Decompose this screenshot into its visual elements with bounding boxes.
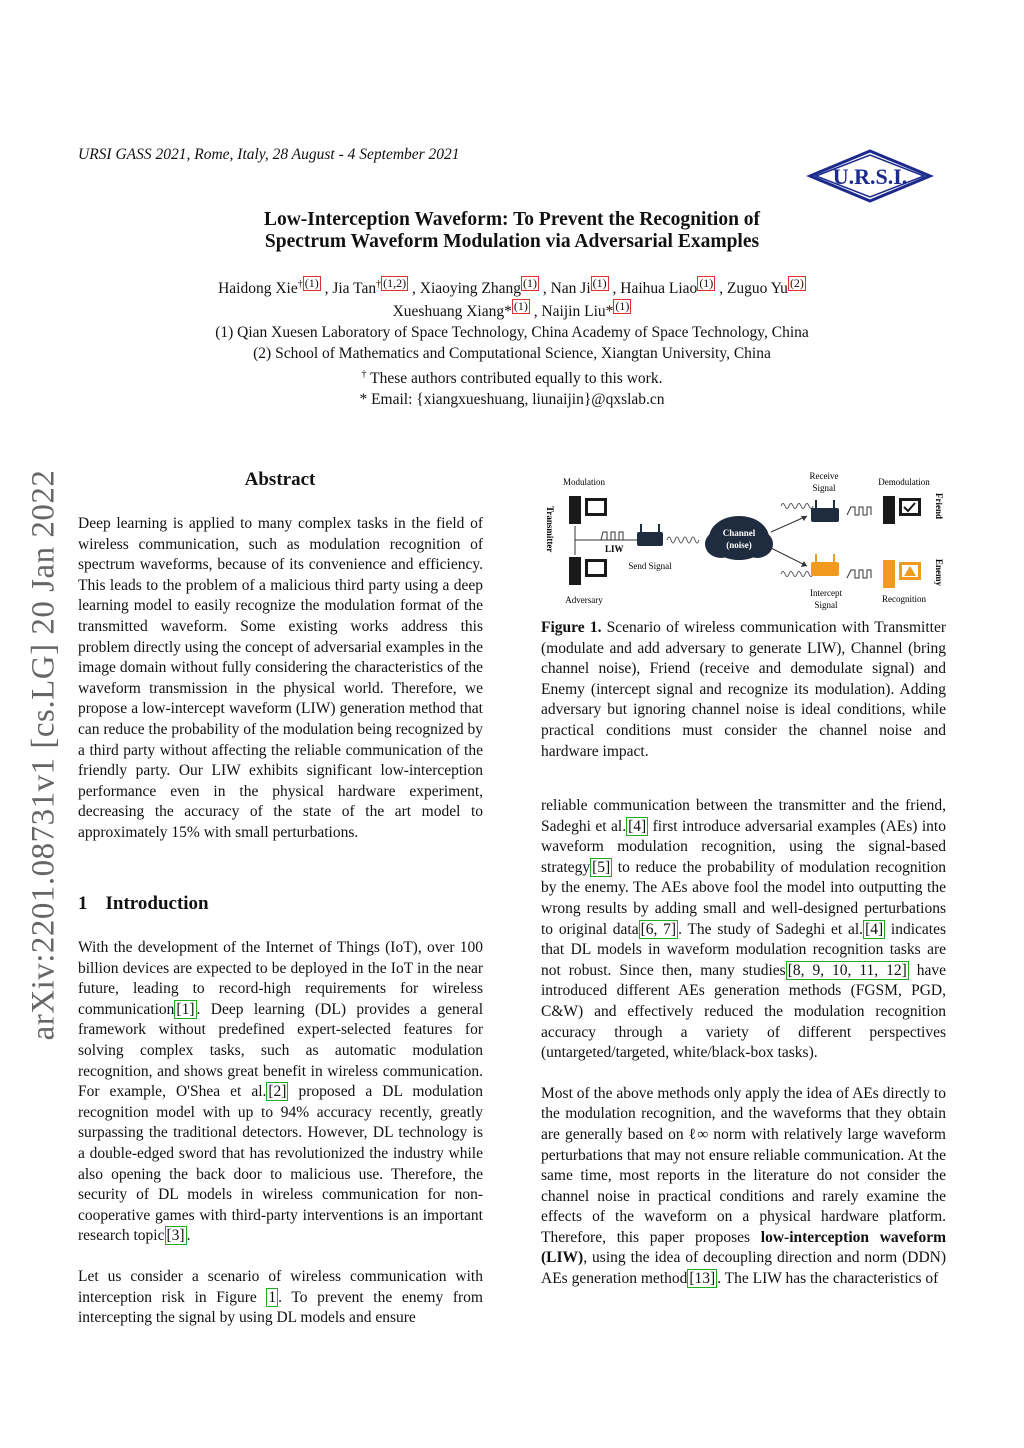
citation-link[interactable]: [5] bbox=[592, 858, 611, 876]
citation-link[interactable]: [4] bbox=[865, 920, 884, 938]
paper-title bbox=[0, 209, 1024, 253]
label-send-signal: Send Signal bbox=[628, 561, 672, 571]
affiliation-ref[interactable]: (1) bbox=[513, 299, 528, 314]
right-paragraph-2: Most of the above methods only apply the idea of AEs directly to the modulation recognition, and the waveforms that they obtain are generally based on ℓ∞ norm with relatively large waveform perturbations that may not ensure reliable communication. At the same time, most reports in the literature do not consider the channel noise in practical conditions and rarely examine the effects of the waveform on a physical hardware platform. Therefore, this paper proposes low-interception waveform (LIW), using the idea of decoupling direction and norm (DDN) AEs generation method [13] . The LIW has the characteristics of bbox=[541, 1084, 946, 1288]
title-line-2: Spectrum Waveform Modulation via Adversarial Examples bbox=[264, 231, 760, 252]
conference-header: URSI GASS 2021, Rome, Italy, 28 August - 4 September 2021 bbox=[78, 146, 460, 163]
citation-link[interactable]: [4] bbox=[628, 817, 647, 835]
computer-check-icon bbox=[883, 496, 921, 524]
affiliation-1: (1) Qian Xuesen Laboratory of Space Technology, China Academy of Space Technology, China bbox=[215, 324, 809, 342]
label-friend: Friend bbox=[934, 493, 944, 519]
text-run: reliable communication between the transmitter and the friend, Sadeghi et al. bbox=[541, 797, 946, 835]
router-icon bbox=[811, 500, 839, 522]
text-run: With the development of the Internet of Things (IoT), over 100 billion devices are expected to be deployed in the IoT in the near future, leading to record-high requirements for wireless communication bbox=[78, 939, 483, 1018]
text-run: . Deep learning (DL) provides a general framework without predefined expert-selected features for solving complex tasks, such as automatic modulation recognition, and shows great benefit in wireless communication. For example, O'Shea et al. bbox=[78, 1000, 483, 1101]
text-run: to reduce the probability of modulation recognition by the enemy. The AEs above fool the model into outputting the wrong results by adding small and well-designed perturbations to original data bbox=[541, 858, 946, 938]
author-line-2: Xueshuang Xiang* (1) , Naijin Liu* (1) bbox=[392, 299, 630, 321]
computer-icon bbox=[569, 557, 607, 585]
abstract-heading: Abstract bbox=[244, 469, 316, 490]
affiliation-ref[interactable]: (1) bbox=[304, 276, 319, 290]
section-heading-introduction bbox=[78, 893, 209, 915]
author-name: Jia Tan bbox=[332, 280, 377, 298]
caption-label: Figure 1. bbox=[541, 619, 602, 636]
author-mark: † bbox=[297, 279, 303, 290]
computer-icon bbox=[569, 496, 607, 524]
label-channel: Channel bbox=[722, 528, 756, 538]
citation-link[interactable]: [1] bbox=[176, 1000, 195, 1018]
citation-link[interactable]: [2] bbox=[268, 1083, 287, 1101]
affiliation-ref[interactable]: (1,2) bbox=[383, 276, 407, 290]
note-text: These authors contributed equally to this work. bbox=[370, 370, 663, 388]
right-column-text bbox=[541, 796, 946, 1310]
ursi-logo-icon bbox=[806, 147, 934, 205]
arxiv-id: arXiv:2201.08731v1 [cs.LG] 20 Jan 2022 bbox=[25, 469, 62, 1041]
author-block bbox=[0, 274, 1024, 410]
text-run: first introduce adversarial examples (AEs) into waveform modulation recognition, using the signal-based strategy bbox=[541, 817, 946, 876]
text-run: proposed a DL modulation recognition model with up to 94% accuracy recently, greatly surpassing the traditional detectors. However, DL technology is a double-edged sword that has revolutionized the industry while also opening the back door to malicious use. Therefore, the security of DL models in wireless communication for non-cooperative games with third-party interventions is an important research topic bbox=[78, 1083, 483, 1245]
author-name: Zuguo Yu bbox=[726, 280, 788, 298]
affiliation-ref[interactable]: (1) bbox=[699, 276, 714, 290]
logo-text: U.R.S.I. bbox=[832, 164, 908, 189]
bold-term: low-interception waveform (LIW) bbox=[541, 1228, 946, 1267]
right-paragraph-1 bbox=[541, 796, 946, 1064]
author-mark: † bbox=[376, 279, 382, 290]
affiliation-ref[interactable]: (1) bbox=[592, 276, 607, 290]
intro-paragraph-1 bbox=[78, 938, 483, 1247]
introduction-text bbox=[78, 938, 483, 1349]
affiliation-2: (2) School of Mathematics and Computational Science, Xiangtan University, China bbox=[253, 345, 771, 363]
label-adversary: Adversary bbox=[565, 595, 603, 605]
label-intercept-signal: Signal bbox=[814, 600, 838, 610]
equal-contribution-note bbox=[0, 364, 1024, 389]
title-line-1: Low-Interception Waveform: To Prevent the Recognition of bbox=[263, 209, 761, 230]
text-run: . To prevent the enemy from intercepting the signal by using DL models and ensure bbox=[78, 1288, 483, 1327]
label-enemy: Enemy bbox=[934, 559, 944, 586]
label-receive-signal: Signal bbox=[812, 483, 836, 493]
text-run: have introduced different AEs generation methods (FGSM, PGD, C&W) and effectively reduced the modulation recognition accuracy through a variety of different perspectives (untargeted/targeted, white/black-box tasks). bbox=[541, 961, 946, 1062]
citation-link[interactable]: 1 bbox=[268, 1288, 277, 1306]
affiliation-ref[interactable]: (1) bbox=[615, 299, 630, 314]
author-name: Naijin Liu* bbox=[541, 303, 614, 321]
citation-link[interactable]: [6, 7] bbox=[640, 920, 677, 938]
label-modulation: Modulation bbox=[563, 477, 605, 487]
label-noise: (noise) bbox=[726, 540, 752, 550]
label-recognition: Recognition bbox=[882, 594, 926, 604]
note-mark: † bbox=[361, 369, 367, 381]
citation-link[interactable]: [13] bbox=[689, 1270, 716, 1288]
enemy-router-icon bbox=[811, 554, 839, 576]
author-name: Haihua Liao bbox=[620, 280, 698, 298]
citation-link[interactable]: [3] bbox=[166, 1227, 185, 1245]
label-demodulation: Demodulation bbox=[878, 477, 930, 487]
intro-paragraph-2 bbox=[78, 1267, 483, 1329]
figure-1-caption bbox=[541, 618, 946, 762]
affiliation-ref[interactable]: (2) bbox=[789, 276, 804, 290]
router-icon bbox=[637, 524, 663, 546]
ursi-logo bbox=[806, 147, 934, 205]
label-receive: Receive bbox=[809, 471, 839, 481]
citation-link[interactable]: [8, 9, 10, 11, 12] bbox=[787, 961, 907, 979]
author-line-1: Haidong Xie† (1) , Jia Tan† (1,2) , Xiaoying Zhang (1) , Nan Ji (1) , Haihua Liao (1) , Zuguo Yu (2) bbox=[218, 276, 804, 298]
author-name: Xiaoying Zhang bbox=[419, 280, 521, 298]
label-transmitter: Transmitter bbox=[545, 506, 555, 553]
section-title: Introduction bbox=[105, 893, 209, 914]
text-run: . The study of Sadeghi et al. bbox=[678, 920, 864, 938]
label-liw: LIW bbox=[605, 544, 624, 554]
abstract-paragraph: Deep learning is applied to many complex tasks in the field of wireless communication, such as modulation recognition of spectrum waveforms, because of its convenience and efficiency. This leads to the problem of a malicious third party using a deep learning model to easily recognize the modulation format of the transmitted waveform. Some existing works address this problem directly using the concept of adversarial examples in the image domain without fully considering the characteristics of the waveform transmission in the physical world. Therefore, we propose a low-intercept waveform (LIW) generation method that can reduce the probability of the modulation being recognized by a third party without affecting the reliable communication of the friendly party. Our LIW exhibits significant low-interception performance even in the physical hardware experiment, decreasing the accuracy of the state of the art model to approximately 15% with small perturbations. bbox=[78, 515, 484, 841]
text-run: . bbox=[186, 1227, 191, 1245]
text-run: indicates that DL models in waveform modulation recognition tasks are not robust. Since then, many studies bbox=[541, 920, 946, 979]
caption-text: Scenario of wireless communication with Transmitter (modulate and add adversary to generate LIW), Channel (bring channel noise), Friend (receive and demodulate signal) and Enemy (intercept signal and recognize its modulation). Adding adversary but ignoring channel noise is ideal conditions, while practical conditions must consider the channel noise and hardware impact. bbox=[541, 619, 947, 760]
enemy-computer-icon bbox=[883, 560, 921, 588]
text-run: Let us consider a scenario of wireless communication with interception risk in Figure bbox=[78, 1267, 483, 1306]
email-line: * Email: {xiangxueshuang, liunaijin}@qxslab.cn bbox=[359, 391, 665, 409]
affiliation-ref[interactable]: (1) bbox=[522, 276, 537, 290]
label-intercept: Intercept bbox=[810, 588, 842, 598]
section-number: 1 bbox=[78, 893, 88, 914]
figure-1-diagram bbox=[541, 466, 946, 616]
channel-cloud-icon bbox=[705, 516, 773, 560]
arxiv-sidebar bbox=[14, 455, 74, 1055]
author-name: Xueshuang Xiang* bbox=[392, 303, 512, 321]
abstract-text bbox=[78, 514, 483, 864]
author-name: Nan Ji bbox=[550, 280, 591, 298]
author-name: Haidong Xie bbox=[218, 280, 298, 298]
